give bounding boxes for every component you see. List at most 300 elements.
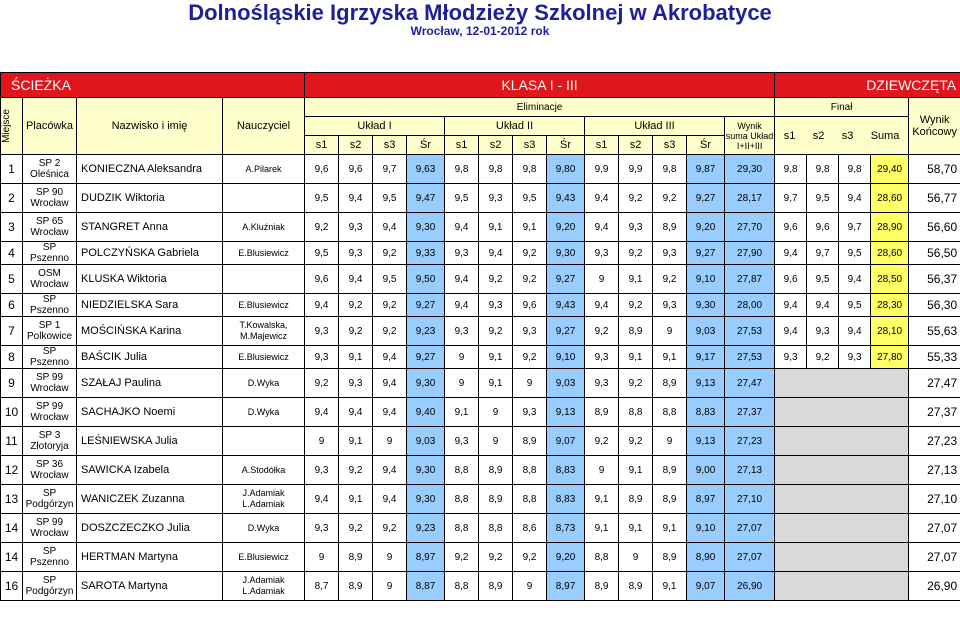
u1-score: 9,3 [339, 242, 373, 265]
table-row [1, 485, 960, 514]
final-empty [775, 427, 909, 456]
coach-line-1: J.Adamiak [242, 488, 285, 498]
u1-score: 9,4 [373, 456, 407, 485]
total-cell: 56,30 [909, 294, 960, 317]
u2-score: 9,1 [513, 213, 547, 242]
u1-score: 9,4 [373, 213, 407, 242]
u1-avg: 8,97 [407, 543, 445, 572]
coach-cell [223, 346, 305, 369]
u3-score: 8,9 [653, 213, 687, 242]
u2-score: 9,8 [445, 155, 479, 184]
total-cell: 27,10 [909, 485, 960, 514]
u2-sr: Śr [547, 136, 585, 155]
place-cell: 2 [1, 184, 23, 213]
u2-score: 9 [445, 369, 479, 398]
table-row [1, 514, 960, 543]
club-line-1: SP 99 [35, 401, 64, 412]
u1-avg: 9,33 [407, 242, 445, 265]
club-line-2: Oleśnica [30, 169, 69, 180]
u1-score: 9,2 [305, 213, 339, 242]
u1-s3: s3 [373, 136, 407, 155]
u2-score: 9,2 [513, 242, 547, 265]
u1-score: 9,6 [305, 265, 339, 294]
athlete-name: HERTMAN Martyna [77, 543, 223, 572]
total-cell: 27,13 [909, 456, 960, 485]
results-table [0, 72, 960, 601]
u2-score: 9,3 [513, 398, 547, 427]
u3-score: 9,3 [653, 242, 687, 265]
u1-score: 9,4 [339, 184, 373, 213]
elim-sum-cell: 27,90 [725, 242, 775, 265]
u1-score: 9,5 [373, 184, 407, 213]
final-score: 9,8 [775, 155, 807, 184]
table-row [1, 155, 960, 184]
u2-score: 9,2 [513, 265, 547, 294]
u1-score: 9 [373, 427, 407, 456]
u3-score: 9,4 [585, 213, 619, 242]
u1-score: 9,5 [373, 265, 407, 294]
u3-score: 9 [585, 265, 619, 294]
u3-score: 9 [585, 456, 619, 485]
total-cell: 55,33 [909, 346, 960, 369]
u3-score: 9,1 [585, 514, 619, 543]
final-empty [775, 543, 909, 572]
coach-cell [223, 265, 305, 294]
u3-score: 9 [619, 543, 653, 572]
final-score: 9,7 [839, 213, 871, 242]
u2-score: 9,4 [445, 213, 479, 242]
table-row [1, 398, 960, 427]
u2-avg: 9,13 [547, 398, 585, 427]
u3-score: 9,1 [619, 514, 653, 543]
u1-score: 9,7 [373, 155, 407, 184]
club-line-2: Wrocław [30, 279, 69, 290]
u1-score: 9,4 [339, 398, 373, 427]
u2-score: 8,9 [479, 456, 513, 485]
final-s3-label: s3 [841, 129, 854, 142]
u2-score: 8,8 [445, 514, 479, 543]
u1-score: 8,7 [305, 572, 339, 601]
u2-avg: 8,83 [547, 485, 585, 514]
final-sum: 27,80 [871, 346, 909, 369]
table-row [1, 346, 960, 369]
u1-score: 8,9 [339, 543, 373, 572]
athlete-name: NIEDZIELSKA Sara [77, 294, 223, 317]
u1-score: 9 [373, 543, 407, 572]
u3-score: 9,2 [653, 184, 687, 213]
table-row [1, 242, 960, 265]
u2-s2: s2 [479, 136, 513, 155]
club-line-1: SP 3 [38, 430, 61, 441]
athlete-name: DOSZCZECZKO Julia [77, 514, 223, 543]
u3-score: 8,9 [653, 485, 687, 514]
u3-score: 9,1 [619, 265, 653, 294]
final-score: 9,3 [839, 346, 871, 369]
table-row [1, 265, 960, 294]
u2-avg: 9,10 [547, 346, 585, 369]
club-cell [23, 317, 77, 346]
coach-cell [223, 485, 305, 514]
u2-score: 8,9 [513, 427, 547, 456]
final-sum: 28,10 [871, 317, 909, 346]
final-sum: 28,50 [871, 265, 909, 294]
table-row [1, 572, 960, 601]
final-score: 9,6 [775, 265, 807, 294]
u3-score: 9,2 [653, 265, 687, 294]
u3-score: 9,1 [619, 346, 653, 369]
u3-score: 9,1 [653, 572, 687, 601]
coach-cell [223, 456, 305, 485]
final-s2-label: s2 [812, 129, 825, 142]
final-score: 9,3 [807, 317, 839, 346]
elim-sum-cell: 27,13 [725, 456, 775, 485]
u3-avg: 9,87 [687, 155, 725, 184]
elim-sum-cell: 27,23 [725, 427, 775, 456]
final-score: 9,3 [775, 346, 807, 369]
u2-score: 9 [513, 369, 547, 398]
coach-cell [223, 572, 305, 601]
club-line-2: Wrocław [30, 528, 69, 539]
final-score: 9,5 [807, 184, 839, 213]
u1-score: 9,4 [339, 265, 373, 294]
u3-score: 8,9 [653, 369, 687, 398]
u3-score: 9,2 [585, 317, 619, 346]
col-wynik-suma-2: suma Układ [725, 130, 774, 141]
elim-sum-cell: 28,00 [725, 294, 775, 317]
u1-score: 9,4 [305, 294, 339, 317]
col-wynik-suma-1: Wynik [737, 120, 762, 131]
coach-line-1: E.Blusiewicz [238, 299, 289, 310]
u2-score: 9,3 [445, 317, 479, 346]
elim-sum-cell: 27,47 [725, 369, 775, 398]
col-final-sub [775, 117, 909, 155]
u1-score: 9,3 [305, 456, 339, 485]
u2-score: 9 [445, 346, 479, 369]
final-empty [775, 456, 909, 485]
u3-avg: 9,17 [687, 346, 725, 369]
u1-sr: Śr [407, 136, 445, 155]
athlete-name: SAROTA Martyna [77, 572, 223, 601]
final-score: 9,4 [775, 294, 807, 317]
club-line-2: Wrocław [30, 227, 69, 238]
u3-avg: 9,27 [687, 242, 725, 265]
u3-score: 8,8 [619, 398, 653, 427]
place-cell: 13 [1, 485, 23, 514]
final-empty [775, 369, 909, 398]
u1-avg: 9,30 [407, 456, 445, 485]
elim-sum-cell: 27,53 [725, 317, 775, 346]
athlete-name: POLCZYŃSKA Gabriela [77, 242, 223, 265]
total-cell: 55,63 [909, 317, 960, 346]
u3-avg: 9,10 [687, 265, 725, 294]
final-score: 9,5 [807, 265, 839, 294]
u2-score: 9,3 [445, 242, 479, 265]
u2-score: 9,2 [513, 543, 547, 572]
u1-score: 9,2 [305, 369, 339, 398]
u3-score: 8,9 [585, 398, 619, 427]
total-cell: 27,07 [909, 514, 960, 543]
col-wynik-suma [725, 117, 775, 155]
u1-s2: s2 [339, 136, 373, 155]
u3-score: 9,1 [653, 346, 687, 369]
athlete-name: WANICZEK Zuzanna [77, 485, 223, 514]
final-sum: 28,90 [871, 213, 909, 242]
u3-avg: 9,20 [687, 213, 725, 242]
final-score: 9,4 [775, 317, 807, 346]
col-miejsce-label: Miejsce [1, 109, 12, 143]
u3-score: 9,2 [619, 184, 653, 213]
athlete-name: MOŚCIŃSKA Karina [77, 317, 223, 346]
club-line-1: OSM [38, 268, 61, 279]
club-line-2: Polkowice [26, 331, 73, 342]
club-line-1: SP 2 [38, 158, 61, 169]
banner-center: KLASA I - III [305, 73, 775, 98]
u2-score: 9 [479, 427, 513, 456]
u1-score: 9,2 [339, 514, 373, 543]
u2-score: 9,3 [479, 184, 513, 213]
elim-sum-cell: 27,10 [725, 485, 775, 514]
club-line-2: Wrocław [30, 383, 69, 394]
final-score: 9,2 [807, 346, 839, 369]
u2-score: 9,1 [445, 398, 479, 427]
u3-score: 9,2 [619, 427, 653, 456]
col-miejsce [1, 98, 23, 155]
u1-avg: 9,40 [407, 398, 445, 427]
final-score: 9,4 [839, 265, 871, 294]
athlete-name: KONIECZNA Aleksandra [77, 155, 223, 184]
place-cell: 3 [1, 213, 23, 242]
u2-score: 9,3 [513, 317, 547, 346]
table-row [1, 213, 960, 242]
col-wynik-koncowy-2: Końcowy [912, 126, 957, 138]
u3-score: 9,1 [619, 456, 653, 485]
table-row [1, 369, 960, 398]
u1-avg: 9,30 [407, 485, 445, 514]
place-cell: 12 [1, 456, 23, 485]
u1-score: 9,6 [339, 155, 373, 184]
u3-score: 8,8 [585, 543, 619, 572]
u2-score: 9,8 [513, 155, 547, 184]
coach-line-1: J.Adamiak [242, 575, 285, 585]
u1-score: 9 [305, 543, 339, 572]
u3-score: 9,2 [585, 427, 619, 456]
u1-avg: 9,03 [407, 427, 445, 456]
u2-avg: 8,97 [547, 572, 585, 601]
club-cell [23, 369, 77, 398]
u2-score: 8,8 [445, 572, 479, 601]
elim-sum-cell: 27,37 [725, 398, 775, 427]
u3-score: 8,9 [619, 572, 653, 601]
final-sum: 29,40 [871, 155, 909, 184]
table-row [1, 427, 960, 456]
u1-score: 9,5 [305, 242, 339, 265]
u3-score: 9,3 [585, 346, 619, 369]
u1-score: 9,3 [339, 369, 373, 398]
final-score: 9,4 [839, 317, 871, 346]
coach-line-1: A.Kluźniak [242, 221, 285, 232]
place-cell: 1 [1, 155, 23, 184]
col-uklad1: Układ I [305, 117, 445, 136]
u1-avg: 9,30 [407, 213, 445, 242]
final-score: 9,6 [807, 213, 839, 242]
u3-avg: 8,97 [687, 485, 725, 514]
u3-s3: s3 [653, 136, 687, 155]
u3-score: 9,9 [619, 155, 653, 184]
u3-s2: s2 [619, 136, 653, 155]
u2-score: 8,6 [513, 514, 547, 543]
coach-line-1: A.Pilarek [245, 163, 282, 174]
coach-cell [223, 543, 305, 572]
col-uklad3: Układ III [585, 117, 725, 136]
u2-s1: s1 [445, 136, 479, 155]
u3-avg: 9,07 [687, 572, 725, 601]
club-cell [23, 427, 77, 456]
coach-cell [223, 242, 305, 265]
table-row [1, 184, 960, 213]
table-row [1, 456, 960, 485]
club-cell [23, 456, 77, 485]
u1-score: 9,6 [305, 155, 339, 184]
u3-score: 9,4 [585, 184, 619, 213]
club-cell [23, 294, 77, 317]
coach-cell [223, 427, 305, 456]
u3-score: 9 [653, 427, 687, 456]
final-s1-label: s1 [783, 129, 796, 142]
u1-score: 9,1 [339, 427, 373, 456]
u1-avg: 8,87 [407, 572, 445, 601]
u3-score: 8,9 [653, 456, 687, 485]
total-cell: 26,90 [909, 572, 960, 601]
total-cell: 27,23 [909, 427, 960, 456]
u2-score: 8,8 [479, 514, 513, 543]
final-empty [775, 572, 909, 601]
u1-score: 9,4 [373, 346, 407, 369]
total-cell: 27,37 [909, 398, 960, 427]
athlete-name: KLUSKA Wiktoria [77, 265, 223, 294]
u2-score: 9,2 [513, 346, 547, 369]
total-cell: 56,60 [909, 213, 960, 242]
u2-score: 8,8 [445, 485, 479, 514]
u2-score: 9,6 [513, 294, 547, 317]
u2-avg: 9,80 [547, 155, 585, 184]
u3-avg: 9,10 [687, 514, 725, 543]
u3-score: 9,8 [653, 155, 687, 184]
u2-score: 8,9 [479, 572, 513, 601]
u2-avg: 9,30 [547, 242, 585, 265]
club-line-1: SP 90 [35, 187, 64, 198]
club-line-2: Złotoryja [30, 441, 69, 452]
u1-score: 9,2 [373, 242, 407, 265]
athlete-name: DUDZIK Wiktoria [77, 184, 223, 213]
banner-right: DZIEWCZĘTA [775, 73, 960, 98]
final-sum: 28,60 [871, 184, 909, 213]
club-line-1: SP Pszenno [30, 242, 69, 264]
coach-line-1: E.Blusiewicz [238, 247, 289, 258]
coach-line-1: E.Blusiewicz [238, 551, 289, 562]
place-cell: 11 [1, 427, 23, 456]
club-cell [23, 184, 77, 213]
u1-score: 9,2 [339, 294, 373, 317]
final-sum: 28,60 [871, 242, 909, 265]
total-cell: 27,47 [909, 369, 960, 398]
coach-cell [223, 317, 305, 346]
u3-avg: 9,03 [687, 317, 725, 346]
u3-score: 9,1 [653, 514, 687, 543]
u1-score: 9,3 [305, 514, 339, 543]
place-cell: 4 [1, 242, 23, 265]
u1-score: 9,4 [373, 369, 407, 398]
u1-score: 9,2 [339, 456, 373, 485]
u2-avg: 9,03 [547, 369, 585, 398]
club-line-1: SP Podgórzyn [25, 488, 74, 510]
elim-sum-cell: 27,07 [725, 514, 775, 543]
total-cell: 56,37 [909, 265, 960, 294]
place-cell: 16 [1, 572, 23, 601]
u3-score: 9,3 [585, 369, 619, 398]
club-line-2: Wrocław [30, 198, 69, 209]
coach-line-2: M.Majewicz [240, 331, 288, 341]
u3-avg: 9,13 [687, 427, 725, 456]
results-body [1, 155, 960, 601]
total-cell: 58,70 [909, 155, 960, 184]
u2-score: 9 [479, 398, 513, 427]
u2-avg: 8,73 [547, 514, 585, 543]
athlete-name: SZAŁAJ Paulina [77, 369, 223, 398]
coach-line-2: L.Adamiak [242, 586, 285, 596]
u3-score: 8,9 [619, 317, 653, 346]
col-nauczyciel: Nauczyciel [223, 98, 305, 155]
col-wynik-koncowy [909, 98, 960, 155]
elim-sum-cell: 27,53 [725, 346, 775, 369]
club-line-1: SP 65 [35, 216, 64, 227]
total-cell: 56,77 [909, 184, 960, 213]
club-cell [23, 155, 77, 184]
final-score: 9,8 [807, 155, 839, 184]
table-row [1, 294, 960, 317]
u1-score: 8,9 [339, 572, 373, 601]
u3-score: 9,4 [585, 294, 619, 317]
coach-line-1: E.Blusiewicz [238, 351, 289, 362]
coach-line-1: D.Wyka [247, 377, 280, 388]
u2-score: 9,3 [445, 427, 479, 456]
u2-score: 9,2 [479, 543, 513, 572]
u3-avg: 9,13 [687, 369, 725, 398]
coach-line-1: T.Kowalska, [239, 320, 288, 330]
u1-score: 9,2 [373, 317, 407, 346]
coach-cell [223, 398, 305, 427]
elim-sum-cell: 26,90 [725, 572, 775, 601]
club-cell [23, 242, 77, 265]
athlete-name: BAŚCIK Julia [77, 346, 223, 369]
col-nazwisko: Nazwisko i imię [77, 98, 223, 155]
club-line-1: SP Pszenno [30, 294, 69, 316]
coach-line-1: D.Wyka [247, 406, 280, 417]
u2-score: 8,9 [479, 485, 513, 514]
elim-sum-cell: 27,87 [725, 265, 775, 294]
place-cell: 14 [1, 514, 23, 543]
banner-left: ŚCIEŻKA [1, 73, 305, 98]
u2-avg: 9,20 [547, 213, 585, 242]
place-cell: 7 [1, 317, 23, 346]
u1-score: 9,3 [339, 213, 373, 242]
final-score: 9,4 [839, 184, 871, 213]
club-line-1: SP Pszenno [30, 546, 69, 568]
u1-s1: s1 [305, 136, 339, 155]
coach-line-2: L.Adamiak [242, 499, 285, 509]
final-suma-label: Suma [870, 129, 900, 142]
u2-score: 9,5 [445, 184, 479, 213]
final-score: 9,4 [775, 242, 807, 265]
